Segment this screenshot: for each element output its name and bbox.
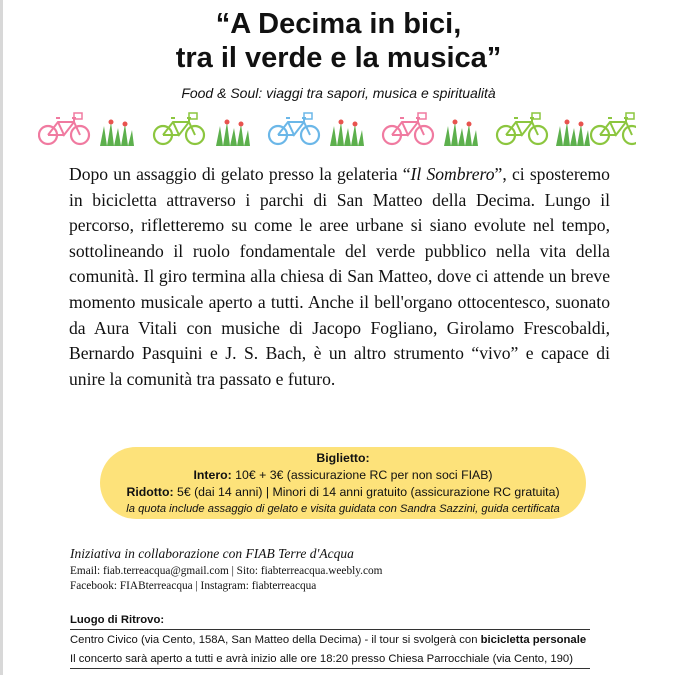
title-line-1: “A Decima in bici, [215,8,462,40]
intero-label: Intero: [193,468,232,482]
grass-icon [444,120,478,147]
page-edge [0,0,3,675]
gelateria-name: Il Sombrero [410,164,495,184]
bicycle-grass-border [38,108,636,148]
description-text: Dopo un assaggio di gelato presso la gelateria “ [69,164,411,184]
bicycle-green-icon [591,113,636,144]
ticket-intero [100,467,586,484]
contact-email-site: Email: fiab.terreacqua@gmail.com | Sito: fiabterreacqua.weebly.com [70,565,383,577]
description-paragraph [69,162,610,392]
meeting-location-text: Centro Civico (via Cento, 158A, San Matteo della Decima) - il tour si svolgerà con [70,634,481,646]
concert-info: Il concerto sarà aperto a tutti e avrà inizio alle ore 18:20 presso Chiesa Parrocchiale (via Cento, 190) [70,653,573,665]
bicycle-pink-icon [383,113,433,144]
bicycle-pink-icon [39,113,89,144]
subtitle: Food & Soul: viaggi tra sapori, musica e spiritualità [181,85,496,101]
bicycle-blue-icon [269,113,319,144]
collaboration-line: Iniziativa in collaborazione con FIAB Terre d'Acqua [70,546,354,561]
grass-icon [100,120,134,147]
meeting-location [70,634,586,646]
bicycle-green-icon [497,113,547,144]
ticket-note: la quota include assaggio di gelato e visita guidata con Sandra Sazzini, guida certificata [126,503,560,515]
grass-icon [556,120,590,147]
contact-social: Facebook: FIABterreacqua | Instagram: fiabterreacqua [70,580,317,592]
meeting-heading: Luogo di Ritrovo: [70,614,165,626]
bicycle-green-icon [154,113,204,144]
ticket-ridotto [100,484,586,501]
grass-icon [216,120,250,147]
ticket-box [100,447,586,519]
meeting-bike-note: bicicletta personale [480,634,587,646]
intero-price: 10€ + 3€ (assicurazione RC per non soci FIAB) [231,468,493,482]
ticket-heading: Biglietto: [316,451,370,465]
ridotto-label: Ridotto: [126,485,174,499]
grass-icon [330,120,364,147]
ridotto-price: 5€ (dai 14 anni) | Minori di 14 anni gratuito (assicurazione RC gratuita) [173,485,560,499]
description-text: ”, ci sposteremo in bicicletta attraverso i parchi di San Matteo della Decima. Lungo il percorso, rifletteremo su come le aree urbane si siano evolute nel tempo, sottolineando il ruolo fondamentale del verde pubblico nella vita della comunità. Il giro termina alla chiesa di San Matteo, dove ci attende un breve momento musicale aperto a tutti. Anche il bell'organo ottocentesco, suonato da Aura Vitali con musiche di Jacopo Fogliano, Girolamo Frescobaldi, Bernardo Pasquini e J. S. Bach, è un altro strumento “vivo” e capace di unire la comunità tra passato e futuro. [69,164,610,389]
divider [70,629,590,630]
divider [70,668,590,669]
title-line-2: tra il verde e la musica” [175,42,502,74]
